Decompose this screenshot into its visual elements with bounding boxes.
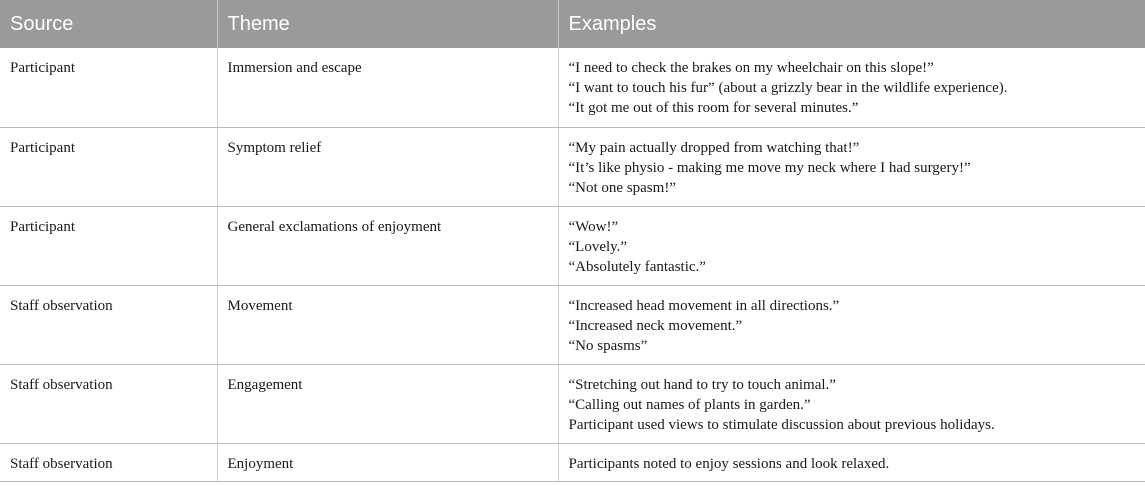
example-line: “Stretching out hand to try to touch animal.” <box>568 376 836 393</box>
header-row <box>0 0 1145 48</box>
table-header <box>0 0 1145 48</box>
example-line: “I want to touch his fur” (about a grizzly bear in the wildlife experience). <box>568 80 1008 96</box>
example-line: “Wow!” <box>568 218 619 235</box>
cell-examples <box>558 285 1145 364</box>
cell-theme: Engagement <box>217 364 558 443</box>
table-body <box>0 48 1145 481</box>
header-theme: Theme <box>217 0 558 48</box>
example-line: “Not one spasm!” <box>568 179 676 196</box>
cell-examples <box>558 206 1145 285</box>
cell-source: Participant <box>0 206 217 285</box>
example-line: “Increased neck movement.” <box>568 317 743 334</box>
cell-source: Participant <box>0 48 217 127</box>
cell-examples <box>558 48 1145 127</box>
cell-source: Staff observation <box>0 285 217 364</box>
cell-theme: Symptom relief <box>217 127 558 206</box>
example-line: “It’s like physio - making me move my neck where I had surgery!” <box>568 159 971 176</box>
table-row <box>0 48 1145 127</box>
header-examples: Examples <box>558 0 1145 48</box>
example-line: “Lovely.” <box>568 238 628 255</box>
example-line: Participant used views to stimulate discussion about previous holidays. <box>568 416 995 433</box>
example-line: Participants noted to enjoy sessions and look relaxed. <box>568 455 890 472</box>
cell-examples <box>558 364 1145 443</box>
table-row <box>0 127 1145 206</box>
cell-theme: Immersion and escape <box>217 48 558 127</box>
example-line: “Calling out names of plants in garden.” <box>568 396 811 413</box>
cell-source: Staff observation <box>0 443 217 481</box>
example-line: “No spasms” <box>568 337 648 354</box>
table-row <box>0 364 1145 443</box>
cell-source: Staff observation <box>0 364 217 443</box>
table-row <box>0 206 1145 285</box>
cell-theme: Enjoyment <box>217 443 558 481</box>
cell-theme: General exclamations of enjoyment <box>217 206 558 285</box>
example-line: “It got me out of this room for several minutes.” <box>568 100 859 116</box>
example-line: “I need to check the brakes on my wheelchair on this slope!” <box>568 60 934 76</box>
cell-examples <box>558 127 1145 206</box>
example-line: “Increased head movement in all directions.” <box>568 297 840 314</box>
table-row <box>0 443 1145 481</box>
cell-theme: Movement <box>217 285 558 364</box>
table-row <box>0 285 1145 364</box>
example-line: “Absolutely fantastic.” <box>568 258 706 275</box>
header-source: Source <box>10 12 74 35</box>
cell-source: Participant <box>0 127 217 206</box>
cell-examples <box>558 443 1145 481</box>
example-line: “My pain actually dropped from watching that!” <box>568 139 860 156</box>
